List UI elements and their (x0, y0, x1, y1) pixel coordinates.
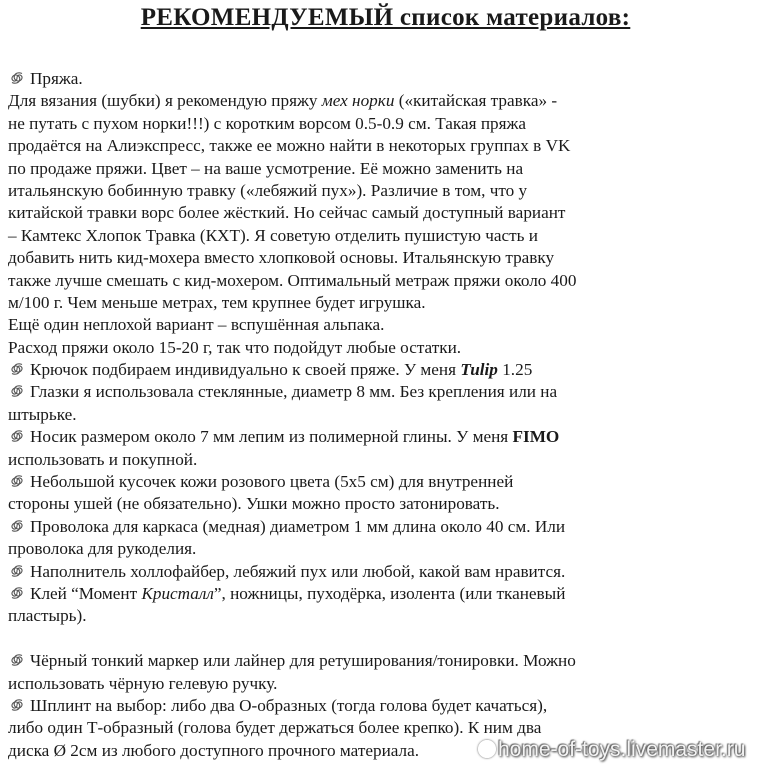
text-line: не путать с пухом норки!!!) с коротким ворсом 0.5-0.9 см. Такая пряжа (8, 113, 527, 133)
text-line: китайской травки ворс более жёсткий. Но сейчас самый доступный вариант (8, 203, 566, 223)
text-line: итальянскую бобинную травку («лебяжий пух»). Различие в том, что у (8, 180, 528, 200)
text-line: по продаже пряжи. Цвет – на ваше усмотрение. Её можно заменить на (8, 158, 524, 178)
text-line: Для вязания (шубки) я рекомендую пряжу мех норки («китайская травка» - (8, 91, 558, 111)
swirl-bullet-icon (8, 383, 26, 399)
text-line: штырьке. (8, 404, 77, 424)
swirl-bullet-icon (8, 563, 26, 579)
swirl-bullet-icon (8, 70, 26, 86)
list-item: Носик размером около 7 мм лепим из полимерной глины. У меня FIMO (8, 426, 763, 448)
text-line: м/100 г. Чем меньше метрах, тем крупнее будет игрушка. (8, 292, 426, 312)
text-line: добавить нить кид-мохера вместо хлопковой основы. Итальянскую травку (8, 248, 555, 268)
text-line: Расход пряжи около 15-20 г, так что подойдут любые остатки. (8, 337, 462, 357)
swirl-bullet-icon (8, 585, 26, 601)
text-line: – Камтекс Хлопок Травка (КХТ). Я советую отделить пушистую часть и (8, 225, 538, 245)
list-item: Крючок подбираем индивидуально к своей пряже. У меня Tulip 1.25 (8, 359, 763, 381)
list-item: Шплинт на выбор: либо два О-образных (тогда голова будет качаться), (8, 695, 763, 717)
watermark-logo-icon (478, 740, 496, 758)
swirl-bullet-icon (8, 518, 26, 534)
list-item: Чёрный тонкий маркер или лайнер для ретуширования/тонировки. Можно (8, 650, 763, 672)
swirl-bullet-icon (8, 473, 26, 489)
materials-list (8, 68, 763, 762)
text-line: использовать чёрную гелевую ручку. (8, 673, 278, 693)
list-item: Наполнитель холлофайбер, лебяжий пух или любой, какой вам нравится. (8, 561, 763, 583)
watermark: home-of-toys.livemaster.ru (478, 738, 745, 762)
text-line: диска Ø 2см из любого доступного прочного материала. (8, 740, 420, 760)
list-item: Пряжа. (8, 68, 763, 90)
swirl-bullet-icon (8, 652, 26, 668)
list-item: Проволока для каркаса (медная) диаметром 1 мм длина около 40 см. Или (8, 516, 763, 538)
text-line: стороны ушей (не обязательно). Ушки можно просто затонировать. (8, 494, 500, 514)
swirl-bullet-icon (8, 697, 26, 713)
text-line: пластырь). (8, 606, 87, 626)
text-line: продаётся на Алиэкспресс, также ее можно найти в некоторых группах в VK (8, 136, 571, 156)
list-item: Небольшой кусочек кожи розового цвета (5х5 см) для внутренней (8, 471, 763, 493)
spacer (8, 628, 763, 650)
swirl-bullet-icon (8, 361, 26, 377)
text-line: также лучше смешать с кид-мохером. Оптимальный метраж пряжи около 400 (8, 270, 577, 290)
swirl-bullet-icon (8, 428, 26, 444)
page-title: РЕКОМЕНДУЕМЫЙ список материалов: (140, 4, 631, 31)
text-line: использовать и покупной. (8, 449, 198, 469)
text-line: проволока для рукоделия. (8, 539, 197, 559)
list-item: Клей “Момент Кристалл”, ножницы, пуходёрка, изолента (или тканевый (8, 583, 763, 605)
list-item: Глазки я использовала стеклянные, диаметр 8 мм. Без крепления или на (8, 381, 763, 403)
text-line: либо один Т-образный (голова будет держаться более крепко). К ним два (8, 718, 542, 738)
text-line: Ещё один неплохой вариант – вспушённая альпака. (8, 315, 385, 335)
